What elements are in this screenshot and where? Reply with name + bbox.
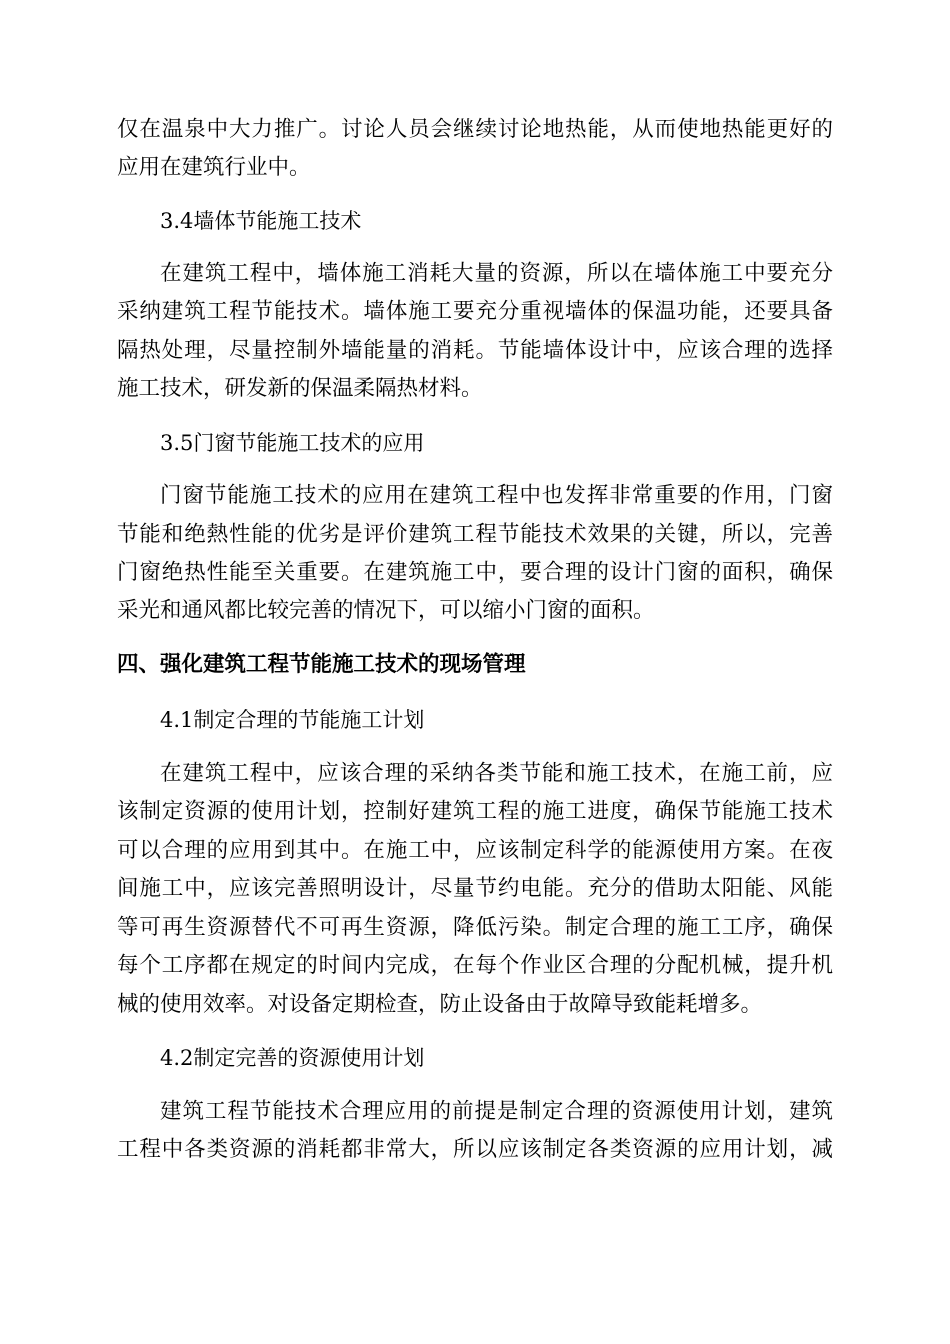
- section-heading-4-2: 4.2制定完善的资源使用计划: [160, 1046, 425, 1070]
- paragraph-line: 建筑工程节能技术合理应用的前提是制定合理的资源使用计划，建筑: [160, 1099, 833, 1124]
- paragraph-line: 仅在温泉中大力推广。讨论人员会继续讨论地热能，从而使地热能更好的: [117, 117, 833, 142]
- paragraph-line: 每个工序都在规定的时间内完成，在每个作业区合理的分配机械，提升机: [117, 953, 833, 978]
- paragraph-line: 间施工中，应该完善照明设计，尽量节约电能。充分的借助太阳能、风能: [117, 876, 833, 901]
- paragraph-line: 工程中各类资源的消耗都非常大，所以应该制定各类资源的应用计划，减: [117, 1137, 833, 1162]
- section-heading-3-4: 3.4墙体节能施工技术: [160, 209, 362, 233]
- paragraph-line: 门窗绝热性能至关重要。在建筑施工中，要合理的设计门窗的面积，确保: [117, 560, 833, 585]
- paragraph-line: 门窗节能施工技术的应用在建筑工程中也发挥非常重要的作用，门窗: [160, 483, 833, 508]
- paragraph-line: 在建筑工程中，墙体施工消耗大量的资源，所以在墙体施工中要充分: [160, 261, 833, 286]
- paragraph-line: 应用在建筑行业中。: [117, 155, 311, 180]
- paragraph-line: 在建筑工程中，应该合理的采纳各类节能和施工技术，在施工前，应: [160, 761, 833, 786]
- paragraph-line: 等可再生资源替代不可再生资源，降低污染。制定合理的施工工序，确保: [117, 915, 833, 940]
- paragraph-line: 节能和绝熱性能的优劣是评价建筑工程节能技术效果的关键，所以，完善: [117, 522, 833, 547]
- chapter-heading-4: 四、强化建筑工程节能施工技术的现场管理: [117, 652, 526, 677]
- section-heading-3-5: 3.5门窗节能施工技术的应用: [160, 431, 425, 455]
- paragraph-line: 采纳建筑工程节能技术。墙体施工要充分重视墙体的保温功能，还要具备: [117, 299, 833, 324]
- paragraph-line: 可以合理的应用到其中。在施工中，应该制定科学的能源使用方案。在夜: [117, 838, 833, 863]
- paragraph-line: 隔热处理，尽量控制外墙能量的消耗。节能墙体设计中，应该合理的选择: [117, 338, 833, 363]
- paragraph-line: 施工技术，研发新的保温柔隔热材料。: [117, 376, 483, 401]
- paragraph-line: 械的使用效率。对设备定期检查，防止设备由于故障导致能耗增多。: [117, 992, 763, 1017]
- paragraph-line: 该制定资源的使用计划，控制好建筑工程的施工进度，确保节能施工技术: [117, 799, 833, 824]
- paragraph-line: 采光和通风都比较完善的情况下，可以缩小门窗的面积。: [117, 598, 655, 623]
- section-heading-4-1: 4.1制定合理的节能施工计划: [160, 708, 425, 732]
